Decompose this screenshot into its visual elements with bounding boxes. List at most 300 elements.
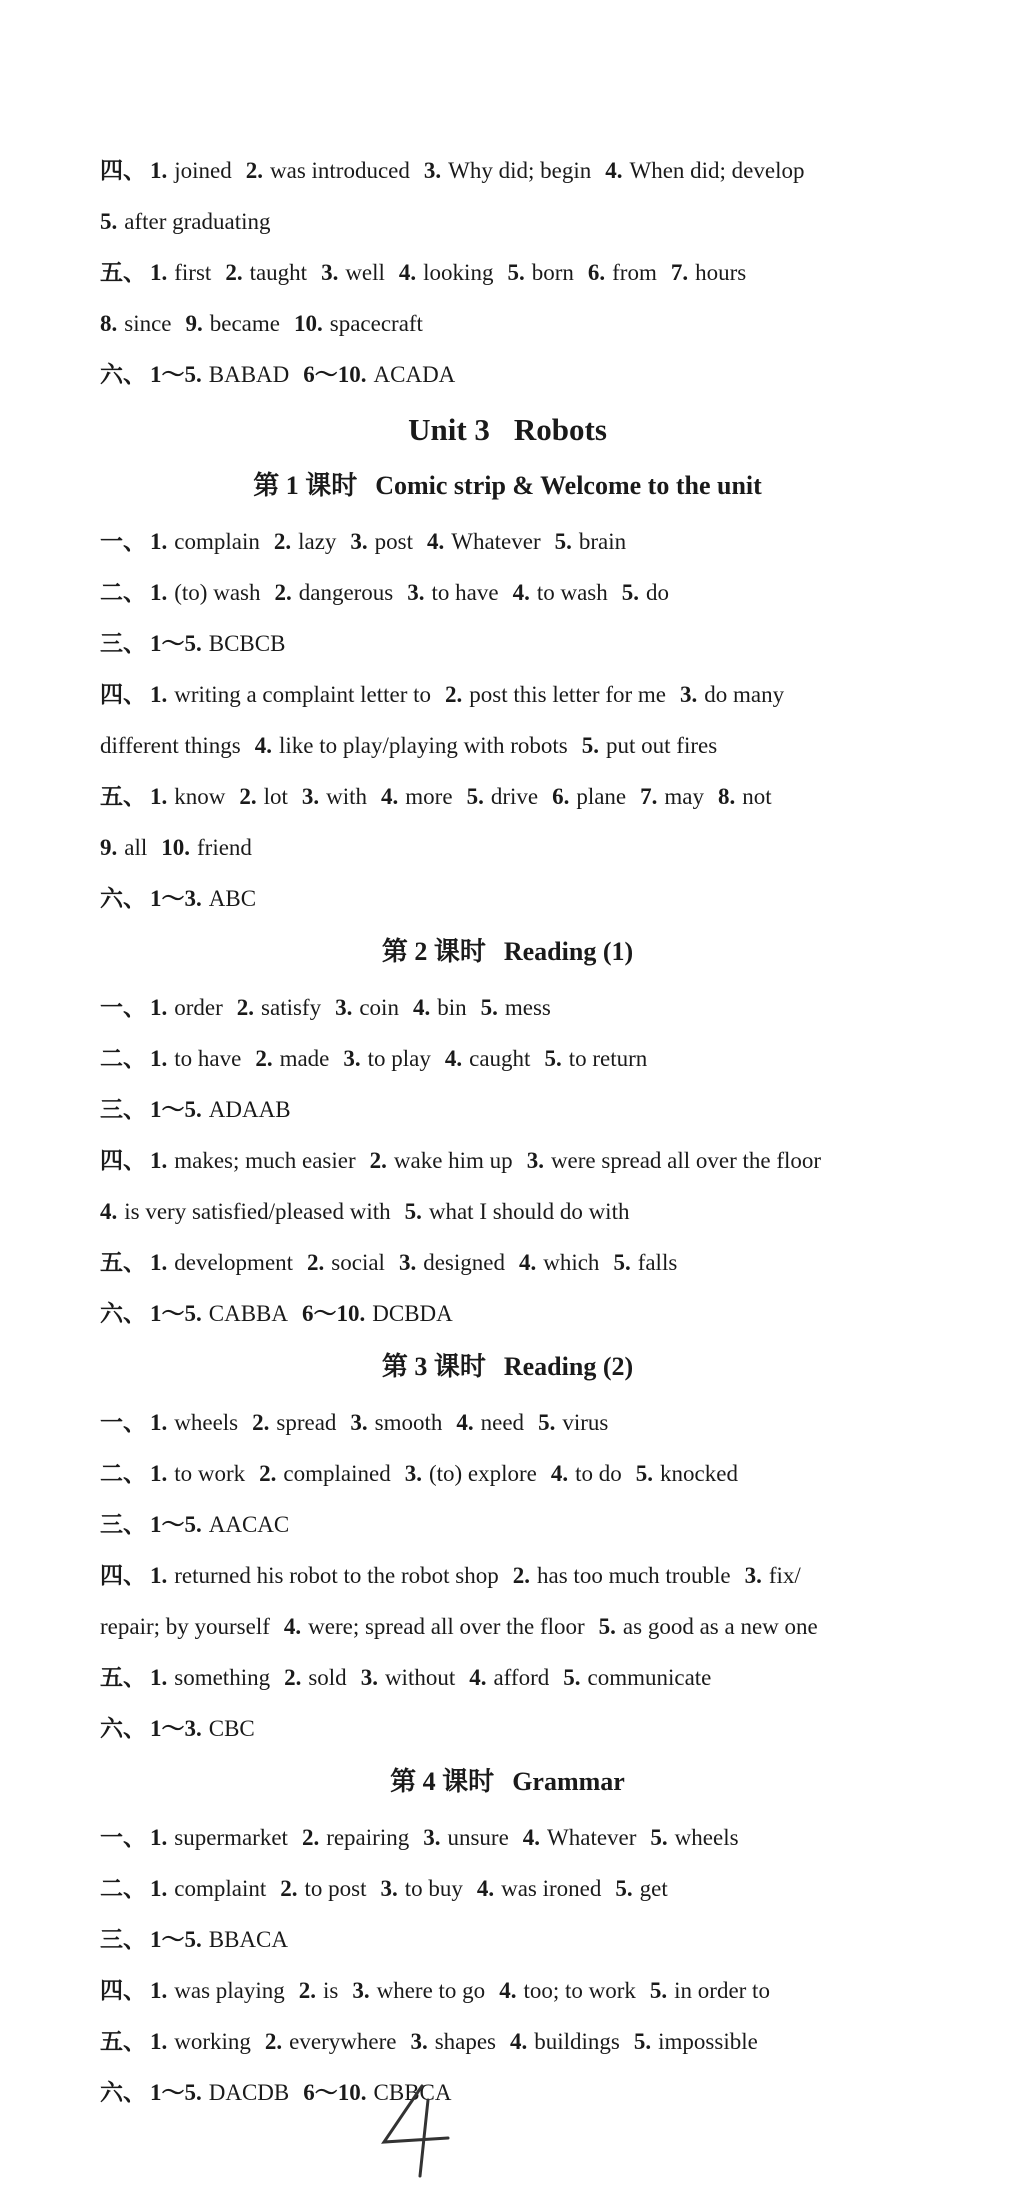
section-number: 六、	[100, 1716, 146, 1741]
answer-line	[100, 1094, 980, 1126]
answer-text: complain	[174, 529, 260, 554]
answer-text: do many	[704, 682, 785, 707]
question-number: 10.	[161, 835, 190, 860]
answer-text: more	[405, 784, 453, 809]
answer-text: (to) explore	[428, 1461, 537, 1486]
section-number: 四、	[100, 1978, 146, 2003]
answer-text: in order to	[674, 1978, 770, 2003]
answer-text: from	[612, 260, 657, 285]
answer-text: mess	[504, 995, 551, 1020]
section-number: 五、	[100, 1250, 146, 1275]
answer-text: as good as a new one	[622, 1614, 818, 1639]
section-number: 一、	[100, 995, 146, 1020]
section-number: 二、	[100, 1046, 146, 1071]
answer-text: is very satisfied/pleased with	[124, 1199, 391, 1224]
answer-line	[100, 359, 980, 391]
answer-text: Whatever	[451, 529, 541, 554]
answer-text: ABC	[208, 886, 257, 911]
answer-text: was introduced	[270, 158, 410, 183]
question-number: 2.	[307, 1250, 325, 1275]
question-number: 1.	[150, 580, 168, 605]
question-number: 5.	[554, 529, 572, 554]
answer-text: brain	[578, 529, 627, 554]
answer-text: what I should do with	[428, 1199, 630, 1224]
question-number: 4.	[283, 1614, 302, 1639]
question-number: 5.	[635, 1461, 654, 1486]
section-number: 三、	[100, 1927, 146, 1952]
unit-title	[0, 410, 1015, 450]
answer-text: which	[543, 1250, 600, 1275]
answer-text: too; to work	[523, 1978, 636, 2003]
question-number: 5.	[598, 1614, 616, 1639]
question-number: 1.	[150, 1825, 168, 1850]
answer-text: to wash	[536, 580, 608, 605]
answer-text: friend	[197, 835, 252, 860]
question-number: 1～5.	[150, 1097, 202, 1122]
question-number: 3.	[352, 1978, 370, 2003]
answer-text: fix/	[768, 1563, 801, 1588]
answer-text: CABBA	[208, 1301, 288, 1326]
answer-text: post this letter for me	[469, 682, 667, 707]
question-number: 3.	[526, 1148, 544, 1173]
answer-text: returned his robot to the robot shop	[174, 1563, 499, 1588]
question-number: 1.	[150, 682, 168, 707]
question-number: 5.	[613, 1250, 631, 1275]
answer-text: knocked	[660, 1461, 738, 1486]
question-number: 4.	[456, 1410, 474, 1435]
question-number: 5.	[615, 1876, 633, 1901]
question-number: 3.	[343, 1046, 361, 1071]
question-number: 5.	[507, 260, 525, 285]
answer-line	[100, 832, 980, 864]
lesson-title	[0, 468, 1015, 504]
answer-text: DACDB	[208, 2080, 290, 2105]
answer-line	[100, 1043, 980, 1075]
question-number: 1.	[150, 2029, 168, 2054]
section-number: 五、	[100, 260, 146, 285]
question-number: 6～10.	[303, 2080, 367, 2105]
answer-line	[100, 781, 980, 813]
answer-text: joined	[174, 158, 232, 183]
question-number: 2.	[369, 1148, 387, 1173]
question-number: 5.	[480, 995, 498, 1020]
lesson-label: 第 3 课时	[381, 1352, 486, 1381]
question-number: 4.	[518, 1250, 537, 1275]
answer-text: do	[646, 580, 669, 605]
answer-line	[100, 1560, 980, 1592]
answer-text: complaint	[174, 1876, 267, 1901]
question-number: 4.	[427, 529, 445, 554]
lesson-label: 第 1 课时	[253, 471, 358, 500]
question-number: 2.	[239, 784, 257, 809]
question-number: 3.	[404, 1461, 422, 1486]
section-number: 五、	[100, 2029, 146, 2054]
question-number: 3.	[321, 260, 339, 285]
answer-line	[100, 206, 980, 238]
answer-text: designed	[423, 1250, 505, 1275]
answer-text: working	[174, 2029, 251, 2054]
answer-line	[100, 1407, 980, 1439]
answer-line	[100, 155, 980, 187]
answer-text: Whatever	[547, 1825, 637, 1850]
answer-text: social	[331, 1250, 385, 1275]
answer-text: repair; by yourself	[100, 1614, 270, 1639]
answer-line	[100, 1924, 980, 1956]
question-number: 9.	[100, 835, 118, 860]
answer-text: When did; develop	[629, 158, 805, 183]
answer-text: shapes	[434, 2029, 497, 2054]
answer-text: since	[124, 311, 172, 336]
answer-text: well	[345, 260, 385, 285]
answer-line	[100, 1713, 980, 1745]
question-number: 5.	[649, 1978, 668, 2003]
answer-text: wake him up	[393, 1148, 513, 1173]
answer-text: put out fires	[606, 733, 718, 758]
section-number: 三、	[100, 1097, 146, 1122]
answer-text: DCBDA	[372, 1301, 453, 1326]
question-number: 1～5.	[150, 362, 202, 387]
question-number: 2.	[280, 1876, 298, 1901]
section-number: 二、	[100, 580, 146, 605]
answer-text: dangerous	[298, 580, 394, 605]
answer-text: like to play/playing with robots	[279, 733, 568, 758]
answer-text: all	[124, 835, 148, 860]
question-number: 4.	[444, 1046, 463, 1071]
question-number: 10.	[294, 311, 323, 336]
question-number: 1～5.	[150, 1512, 202, 1537]
question-number: 1～5.	[150, 631, 202, 656]
question-number: 5.	[650, 1825, 668, 1850]
answer-line	[100, 526, 980, 558]
answer-text: to have	[431, 580, 499, 605]
answer-text: ADAAB	[208, 1097, 291, 1122]
answer-text: post	[374, 529, 413, 554]
question-number: 3.	[350, 529, 368, 554]
question-number: 2.	[259, 1461, 277, 1486]
answer-text: drive	[490, 784, 539, 809]
answer-text: order	[174, 995, 223, 1020]
answer-text: not	[742, 784, 772, 809]
answer-text: is	[323, 1978, 339, 2003]
question-number: 5.	[621, 580, 639, 605]
answer-line	[100, 1196, 980, 1228]
question-number: 5.	[538, 1410, 556, 1435]
answer-text: different things	[100, 733, 241, 758]
question-number: 2.	[255, 1046, 273, 1071]
answer-text: was playing	[174, 1978, 285, 2003]
question-number: 2.	[245, 158, 263, 183]
answer-text: impossible	[658, 2029, 758, 2054]
answer-text: plane	[576, 784, 627, 809]
unit-subtitle: Robots	[513, 412, 607, 447]
answer-text: BABAD	[208, 362, 290, 387]
answer-text: communicate	[587, 1665, 712, 1690]
answer-text: spread	[276, 1410, 337, 1435]
answer-text: repairing	[326, 1825, 410, 1850]
question-number: 1.	[150, 1461, 168, 1486]
question-number: 3.	[410, 2029, 428, 2054]
answer-text: coin	[359, 995, 399, 1020]
section-number: 四、	[100, 158, 146, 183]
answer-text: was ironed	[501, 1876, 602, 1901]
section-number: 五、	[100, 1665, 146, 1690]
answer-text: CBBCA	[373, 2080, 452, 2105]
answer-text: spacecraft	[329, 311, 423, 336]
answer-text: wheels	[674, 1825, 739, 1850]
question-number: 4.	[550, 1461, 569, 1486]
answer-text: after graduating	[124, 209, 271, 234]
question-number: 1.	[150, 1410, 168, 1435]
section-number: 三、	[100, 1512, 146, 1537]
answer-line	[100, 2026, 980, 2058]
answer-text: supermarket	[174, 1825, 288, 1850]
question-number: 3.	[301, 784, 320, 809]
question-number: 8.	[718, 784, 736, 809]
question-number: 1.	[150, 1563, 168, 1588]
question-number: 4.	[605, 158, 623, 183]
question-number: 5.	[466, 784, 484, 809]
question-number: 2.	[273, 529, 292, 554]
question-number: 1.	[150, 529, 168, 554]
answer-line	[100, 1509, 980, 1541]
section-number: 一、	[100, 1825, 146, 1850]
question-number: 1.	[150, 784, 168, 809]
answer-text: get	[639, 1876, 668, 1901]
answer-line	[100, 883, 980, 915]
lesson-name: Comic strip & Welcome to the unit	[375, 471, 762, 500]
lesson-name: Reading (1)	[503, 937, 634, 966]
answer-text: AACAC	[208, 1512, 290, 1537]
section-number: 六、	[100, 362, 146, 387]
question-number: 2.	[301, 1825, 320, 1850]
lesson-title	[0, 1764, 1015, 1800]
answer-text: to work	[174, 1461, 246, 1486]
answer-line	[100, 992, 980, 1024]
answer-text: wheels	[174, 1410, 239, 1435]
answer-text: know	[174, 784, 226, 809]
answer-line	[100, 1975, 980, 2007]
answer-text: BBACA	[208, 1927, 288, 1952]
lesson-label: 第 2 课时	[381, 937, 486, 966]
section-number: 六、	[100, 1301, 146, 1326]
question-number: 3.	[407, 580, 425, 605]
lesson-title	[0, 1349, 1015, 1385]
question-number: 5.	[581, 733, 599, 758]
question-number: 1.	[150, 995, 168, 1020]
answer-text: born	[531, 260, 574, 285]
lesson-name: Grammar	[512, 1767, 625, 1796]
question-number: 2.	[274, 580, 292, 605]
answer-line	[100, 2077, 980, 2109]
question-number: 3.	[350, 1410, 368, 1435]
question-number: 1.	[150, 260, 168, 285]
answer-text: to have	[174, 1046, 242, 1071]
question-number: 2.	[445, 682, 463, 707]
unit-number: Unit 3	[408, 412, 490, 447]
question-number: 1～5.	[150, 1927, 202, 1952]
question-number: 7.	[640, 784, 658, 809]
question-number: 5.	[544, 1046, 562, 1071]
section-number: 六、	[100, 2080, 146, 2105]
question-number: 2.	[264, 2029, 283, 2054]
answer-line	[100, 1873, 980, 1905]
section-number: 六、	[100, 886, 146, 911]
question-number: 1.	[150, 1876, 168, 1901]
answer-line	[100, 257, 980, 289]
section-number: 四、	[100, 1563, 146, 1588]
answer-line	[100, 1458, 980, 1490]
answer-line	[100, 679, 980, 711]
lesson-label: 第 4 课时	[390, 1767, 495, 1796]
question-number: 3.	[380, 1876, 398, 1901]
question-number: 6.	[552, 784, 570, 809]
question-number: 4.	[469, 1665, 487, 1690]
question-number: 4.	[499, 1978, 517, 2003]
answer-text: where to go	[376, 1978, 486, 2003]
question-number: 4.	[476, 1876, 495, 1901]
question-number: 5.	[404, 1199, 422, 1224]
question-number: 7.	[670, 260, 689, 285]
question-number: 2.	[252, 1410, 270, 1435]
answer-text: virus	[562, 1410, 609, 1435]
section-number: 一、	[100, 1410, 146, 1435]
answer-text: complained	[283, 1461, 391, 1486]
question-number: 5.	[633, 2029, 652, 2054]
answer-line	[100, 577, 980, 609]
question-number: 1.	[150, 1978, 168, 2003]
question-number: 4.	[100, 1199, 118, 1224]
question-number: 3.	[423, 158, 442, 183]
answer-line	[100, 1298, 980, 1330]
section-number: 一、	[100, 529, 146, 554]
answer-text: smooth	[374, 1410, 443, 1435]
answer-line	[100, 308, 980, 340]
answer-line	[100, 1247, 980, 1279]
answer-text: may	[664, 784, 704, 809]
answer-line	[100, 1145, 980, 1177]
question-number: 9.	[185, 311, 203, 336]
answer-text: made	[279, 1046, 330, 1071]
answer-text: everywhere	[289, 2029, 397, 2054]
question-number: 5.	[563, 1665, 581, 1690]
question-number: 3.	[360, 1665, 378, 1690]
answer-text: writing a complaint letter to	[174, 682, 432, 707]
section-number: 四、	[100, 682, 146, 707]
question-number: 4.	[398, 260, 417, 285]
answer-text: unsure	[447, 1825, 509, 1850]
answer-text: looking	[423, 260, 494, 285]
question-number: 3.	[680, 682, 698, 707]
answer-text: development	[174, 1250, 294, 1275]
answer-text: were spread all over the floor	[550, 1148, 822, 1173]
question-number: 4.	[522, 1825, 541, 1850]
answer-text: to buy	[404, 1876, 463, 1901]
answer-line	[100, 1822, 980, 1854]
question-number: 4.	[254, 733, 272, 758]
question-number: 4.	[512, 580, 530, 605]
answer-text: caught	[469, 1046, 531, 1071]
question-number: 1.	[150, 1250, 168, 1275]
answer-text: became	[209, 311, 280, 336]
question-number: 6.	[587, 260, 606, 285]
question-number: 2.	[225, 260, 243, 285]
question-number: 1～3.	[150, 1716, 202, 1741]
question-number: 2.	[298, 1978, 317, 2003]
handwritten-page-number	[370, 2080, 460, 2180]
question-number: 6～10.	[303, 362, 367, 387]
question-number: 2.	[236, 995, 255, 1020]
answer-text: to do	[575, 1461, 622, 1486]
section-number: 三、	[100, 631, 146, 656]
answer-text: without	[384, 1665, 456, 1690]
answer-text: has too much trouble	[537, 1563, 731, 1588]
question-number: 1～5.	[150, 2080, 202, 2105]
answer-text: CBC	[208, 1716, 255, 1741]
answer-text: taught	[249, 260, 308, 285]
answer-line	[100, 628, 980, 660]
question-number: 1.	[150, 1046, 168, 1071]
question-number: 5.	[100, 209, 118, 234]
section-number: 四、	[100, 1148, 146, 1173]
answer-text: to return	[568, 1046, 648, 1071]
question-number: 4.	[510, 2029, 528, 2054]
answer-line	[100, 1662, 980, 1694]
question-number: 4.	[412, 995, 431, 1020]
answer-text: to post	[304, 1876, 367, 1901]
section-number: 二、	[100, 1461, 146, 1486]
answer-text: buildings	[534, 2029, 620, 2054]
question-number: 3.	[335, 995, 353, 1020]
question-number: 1.	[150, 1665, 168, 1690]
answer-text: falls	[637, 1250, 678, 1275]
question-number: 6～10.	[302, 1301, 366, 1326]
answer-text: first	[174, 260, 212, 285]
question-number: 1.	[150, 158, 168, 183]
answer-text: makes; much easier	[174, 1148, 356, 1173]
answer-line	[100, 1611, 980, 1643]
section-number: 二、	[100, 1876, 146, 1901]
answer-text: ACADA	[373, 362, 456, 387]
question-number: 2.	[512, 1563, 531, 1588]
question-number: 3.	[423, 1825, 441, 1850]
section-number: 五、	[100, 784, 146, 809]
answer-text: satisfy	[261, 995, 322, 1020]
question-number: 3.	[744, 1563, 762, 1588]
answer-text: hours	[695, 260, 747, 285]
question-number: 1.	[150, 1148, 168, 1173]
answer-text: BCBCB	[208, 631, 286, 656]
answer-text: Why did; begin	[448, 158, 592, 183]
answer-text: with	[326, 784, 368, 809]
lesson-name: Reading (2)	[503, 1352, 634, 1381]
answer-text: afford	[493, 1665, 550, 1690]
answer-text: were; spread all over the floor	[308, 1614, 585, 1639]
question-number: 2.	[284, 1665, 302, 1690]
question-number: 8.	[100, 311, 118, 336]
answer-text: to play	[367, 1046, 431, 1071]
answer-text: bin	[437, 995, 467, 1020]
question-number: 1～5.	[150, 1301, 202, 1326]
answer-text: lot	[263, 784, 288, 809]
answer-text: (to) wash	[174, 580, 261, 605]
question-number: 4.	[381, 784, 399, 809]
answer-text: need	[480, 1410, 525, 1435]
answer-text: lazy	[298, 529, 337, 554]
answer-text: sold	[308, 1665, 347, 1690]
question-number: 3.	[398, 1250, 417, 1275]
lesson-title	[0, 934, 1015, 970]
answer-text: something	[174, 1665, 271, 1690]
